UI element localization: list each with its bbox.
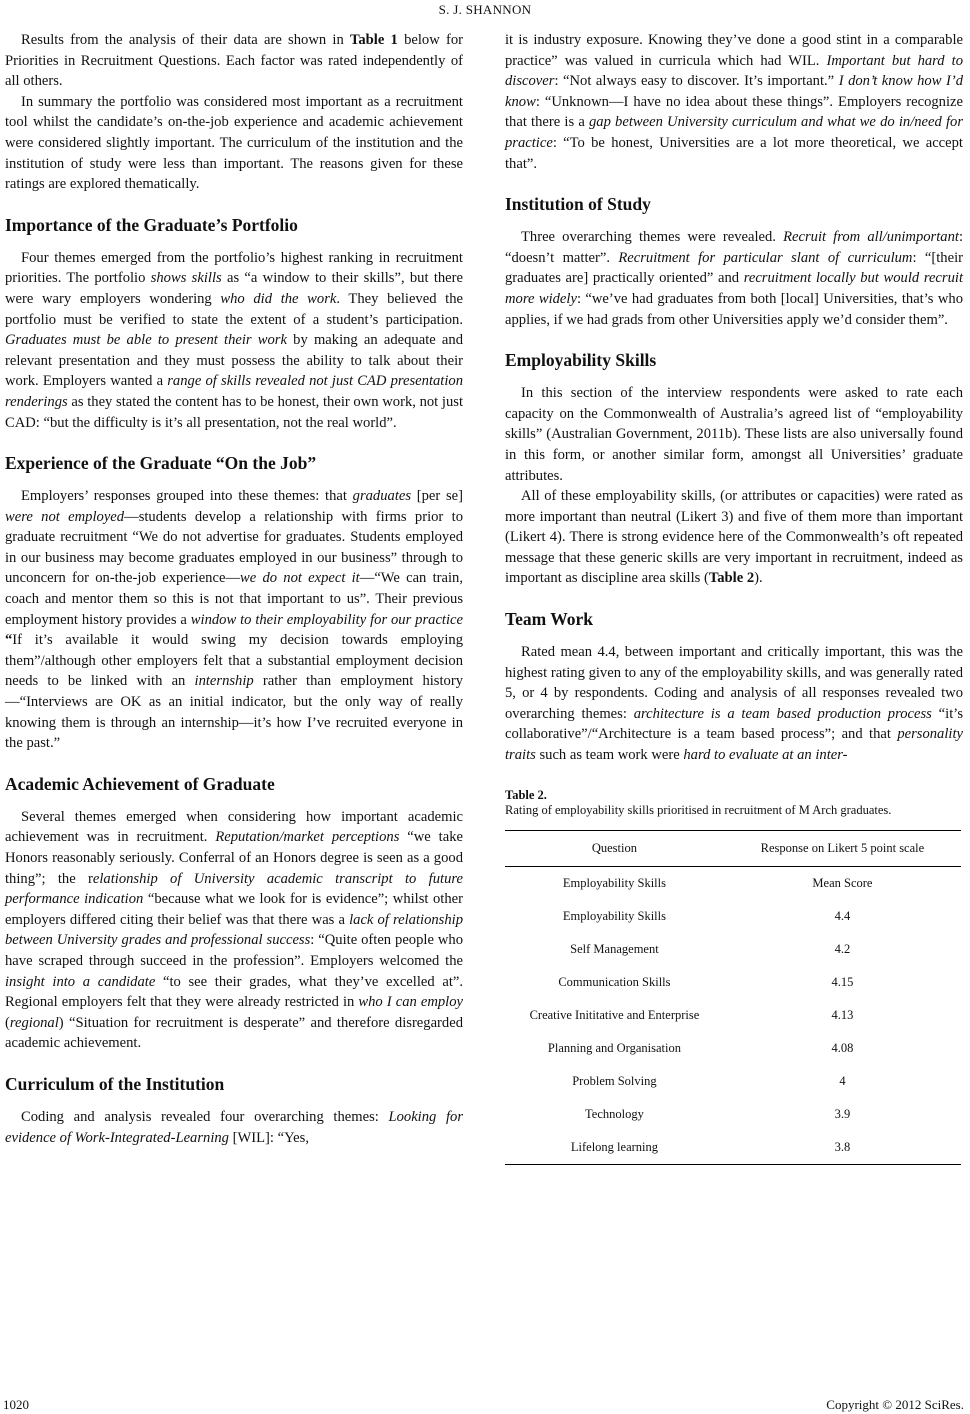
- text-run: All of these employability skills, (or attributes or capacities) were rated as more important than neutral (Likert 3) and five of them more than important (Likert 4). There is strong evidence here of the Commonwealth’s oft repeated message that these generic skills are very important in recruitment, indeed as important as discipline area skills (: [505, 488, 963, 587]
- paragraph: [505, 30, 963, 174]
- italic-text: shows skills: [150, 270, 222, 287]
- skill-cell: Employability Skills: [562, 875, 666, 890]
- skill-cell: Self Management: [570, 941, 659, 956]
- bold-text: “: [5, 632, 13, 649]
- paragraph: [5, 807, 463, 1054]
- italic-text: Reputation/market perceptions: [215, 829, 400, 846]
- text-run: : “[their graduates are] practically oriented” and: [505, 249, 963, 287]
- text-run: ) “Situation for recruitment is desperate” and therefore disregarded academic achievement.: [5, 1014, 463, 1052]
- text-run: : “Quite often people who have scraped through succeed in the profession”. Employers welcomed the: [5, 932, 463, 969]
- text-run: [WIL]: “Yes,: [228, 1129, 309, 1146]
- page-number: 1020: [3, 1397, 29, 1412]
- text-run: Results from the analysis of their data are shown in: [21, 32, 350, 48]
- table-row: [505, 966, 961, 999]
- text-run: . They believed the portfolio must be verified to state the extent of a student’s participation.: [5, 290, 463, 328]
- italic-text: I don’t know how I’d know: [505, 73, 964, 110]
- skill-cell: Planning and Organisation: [547, 1040, 681, 1055]
- text-run: rather than employment history —“Interviews are OK as an initial indicator, but the only way of really knowing them is through an internship—it’s how I’ve recruited everyone in the past.”: [5, 673, 463, 752]
- table-2: [505, 788, 961, 1165]
- italic-text: were not employed: [5, 508, 125, 525]
- right-column: [505, 30, 963, 1165]
- text-run: : “Unknown—I have no idea about these things”. Employers recognize that there is a: [505, 93, 963, 131]
- table-row: [505, 1098, 961, 1131]
- bold-text: Table 1: [349, 32, 398, 48]
- text-run: If it’s available it would swing my decision towards employing them”/although other employers felt that a substantial employment decision needs to be linked with an: [5, 632, 463, 690]
- text-run: ).: [754, 570, 763, 587]
- italic-text: gap between University curriculum and what we do in/need for practice: [505, 114, 964, 151]
- italic-text: Looking for evidence of Work-Integrated-Learning: [5, 1108, 464, 1146]
- paragraph: [5, 486, 463, 754]
- table-row: [505, 933, 961, 966]
- table-row: [505, 900, 961, 933]
- text-run: : “To be honest, Universities are a lot more theoretical, we accept that”.: [505, 134, 963, 172]
- paragraph: [505, 383, 963, 486]
- table-row: [505, 1065, 961, 1098]
- text-run: Rated mean 4.4, between important and critically important, this was the highest rating given to any of the employability skills, and was generally rated 5, or 4 by respondents. Coding and analysis of all responses revealed two overarching themes:: [505, 644, 963, 722]
- skill-cell: Communication Skills: [558, 974, 671, 989]
- paragraph: [505, 227, 963, 330]
- italic-text: Recruit from all/unimportant: [783, 229, 959, 246]
- text-run: below for Priorities in Recruitment Questions. Each factor was rated independently of all others.: [5, 32, 464, 90]
- score-cell: 4: [839, 1073, 846, 1088]
- italic-text: regional: [9, 1014, 59, 1031]
- table-row: [505, 1032, 961, 1065]
- italic-text: architecture is a team based production process: [633, 705, 932, 722]
- column-header-question: Question: [591, 840, 637, 855]
- table-caption: Rating of employability skills prioritised in recruitment of M Arch graduates.: [505, 802, 892, 817]
- italic-text: elationship of University academic transcript to future performance indication: [5, 870, 463, 908]
- text-run: In this section of the interview respondents were asked to rate each capacity on the Commonwealth of Australia’s agreed list of “employability skills” (Australian Government, 2011b). These lists are also universally found in this form, or another similar form, amongst all Universities’ graduate attributes.: [505, 385, 963, 484]
- score-cell: 4.15: [831, 974, 854, 989]
- text-run: as “a window to their skills”, but there were wary employers wondering: [5, 270, 463, 307]
- table-header-row: [505, 830, 961, 866]
- score-cell: 4.2: [834, 941, 851, 956]
- text-run: by making an adequate and relevant presentation and they must possess the ability to talk about their work. Employers wanted a: [5, 332, 464, 390]
- italic-text: who I can employ: [358, 994, 463, 1011]
- table-row: [505, 1131, 961, 1165]
- section-heading: Importance of the Graduate’s Portfolio: [5, 214, 298, 235]
- score-cell: Mean Score: [812, 875, 873, 890]
- section-heading: Experience of the Graduate “On the Job”: [5, 453, 317, 474]
- italic-text: lack of relationship between University grades and professional success: [5, 911, 464, 949]
- italic-text: hard to evaluate at an inter-: [683, 747, 848, 764]
- skill-cell: Lifelong learning: [570, 1139, 658, 1154]
- italic-text: internship: [194, 673, 254, 690]
- text-run: —“We can train, coach and mentor them so this is not that important to us”. Their previous employment history provides a: [5, 570, 463, 628]
- text-run: it is industry exposure. Knowing they’ve done a good stint in a comparable practice” was valued in curricula which had WIL.: [505, 32, 963, 69]
- text-run: Employers’ responses grouped into these themes: that: [21, 488, 353, 505]
- text-run: : “Not always easy to discover. It’s important.”: [554, 73, 839, 90]
- running-head: S. J. SHANNON: [438, 2, 532, 17]
- text-run: : “we’ve had graduates from both [local] Universities, that’s who applies, if we had grads from other Universities apply we’d consider them”.: [505, 290, 963, 328]
- skill-cell: Creative Inititative and Enterprise: [529, 1007, 700, 1022]
- score-cell: 3.9: [834, 1106, 851, 1121]
- bold-text: Table 2: [708, 570, 755, 587]
- text-run: [per se]: [411, 488, 464, 505]
- text-run: “we take Honors reasonably seriously. Conferral of an Honors degree is seen as a good thing”; the r: [5, 829, 463, 887]
- italic-text: Important but hard to discover: [505, 52, 963, 90]
- italic-text: who did the work: [220, 290, 337, 307]
- paragraph: [5, 92, 463, 195]
- text-run: “to see their grades, what they’ve excelled at”. Regional employers felt that they were already restricted in: [5, 973, 463, 1011]
- table-title: Table 2.: [505, 787, 547, 802]
- italic-text: Recruitment for particular slant of curriculum: [618, 249, 913, 266]
- skill-cell: Employability Skills: [562, 908, 666, 923]
- table-grid: [505, 830, 961, 1165]
- score-cell: 4.08: [831, 1040, 854, 1055]
- text-run: “it’s collaborative”/“Architecture is a team based process”; and that: [505, 705, 963, 743]
- paragraph: [5, 1107, 463, 1148]
- copyright: Copyright © 2012 SciRes.: [826, 1397, 964, 1412]
- text-run: “because what we look for is evidence”; whilst other employers differed citing their belief was that there was a: [5, 891, 463, 928]
- paragraph: [5, 248, 463, 433]
- text-run: In summary the portfolio was considered most important as a recruitment tool whilst the candidate’s on-the-job experience and academic achievement were considered slightly important. The curriculum of the institution and the institution of study were less than important. The reasons given for these ratings are explored thematically.: [5, 93, 463, 193]
- section-heading: Curriculum of the Institution: [5, 1073, 225, 1094]
- section-heading: Institution of Study: [505, 194, 651, 215]
- table-row: [505, 866, 961, 900]
- section-heading: Employability Skills: [505, 350, 657, 371]
- paragraph: [505, 642, 963, 766]
- score-cell: 4.4: [834, 908, 851, 923]
- text-run: Four themes emerged from the portfolio’s highest ranking in recruitment priorities. The portfolio: [5, 249, 463, 287]
- left-column: [5, 30, 463, 1148]
- column-header-response: Response on Likert 5 point scale: [760, 840, 925, 855]
- italic-text: personality traits: [505, 726, 963, 764]
- skill-cell: Problem Solving: [572, 1073, 657, 1088]
- paragraph: [505, 486, 963, 589]
- text-run: : “doesn’t matter”.: [505, 229, 964, 266]
- text-run: Several themes emerged when considering how important academic achievement was in recruitment.: [5, 808, 463, 846]
- italic-text: recruitment locally but would recruit more widely: [505, 270, 963, 307]
- table-row: [505, 999, 961, 1032]
- text-run: —students develop a relationship with firms prior to graduate recruitment “We do not advertise for graduates. Students employed in our business may become graduates employed in our business” through to unconcern for on-the-job experience—: [5, 508, 463, 587]
- italic-text: insight into a candidate: [5, 973, 156, 990]
- section-heading: Academic Achievement of Graduate: [5, 773, 275, 794]
- skill-cell: Technology: [585, 1106, 644, 1121]
- paragraph: [5, 30, 463, 92]
- text-run: as they stated the content has to be honest, their own work, not just CAD: “but the difficulty is it’s all presentation, not the real world”.: [5, 393, 463, 431]
- italic-text: window to their employability for our practice: [190, 611, 463, 628]
- score-cell: 4.13: [831, 1007, 854, 1022]
- italic-text: range of skills revealed not just CAD presentation renderings: [5, 373, 463, 410]
- text-run: (: [5, 1014, 10, 1031]
- section-heading: Team Work: [505, 609, 594, 630]
- italic-text: we do not expect it: [240, 570, 360, 587]
- italic-text: Graduates must be able to present their work: [5, 332, 287, 349]
- italic-text: graduates: [352, 488, 412, 505]
- text-run: Coding and analysis revealed four overarching themes:: [21, 1108, 389, 1125]
- text-run: Three overarching themes were revealed.: [521, 229, 784, 246]
- text-run: such as team work were: [535, 747, 684, 764]
- score-cell: 3.8: [834, 1139, 851, 1154]
